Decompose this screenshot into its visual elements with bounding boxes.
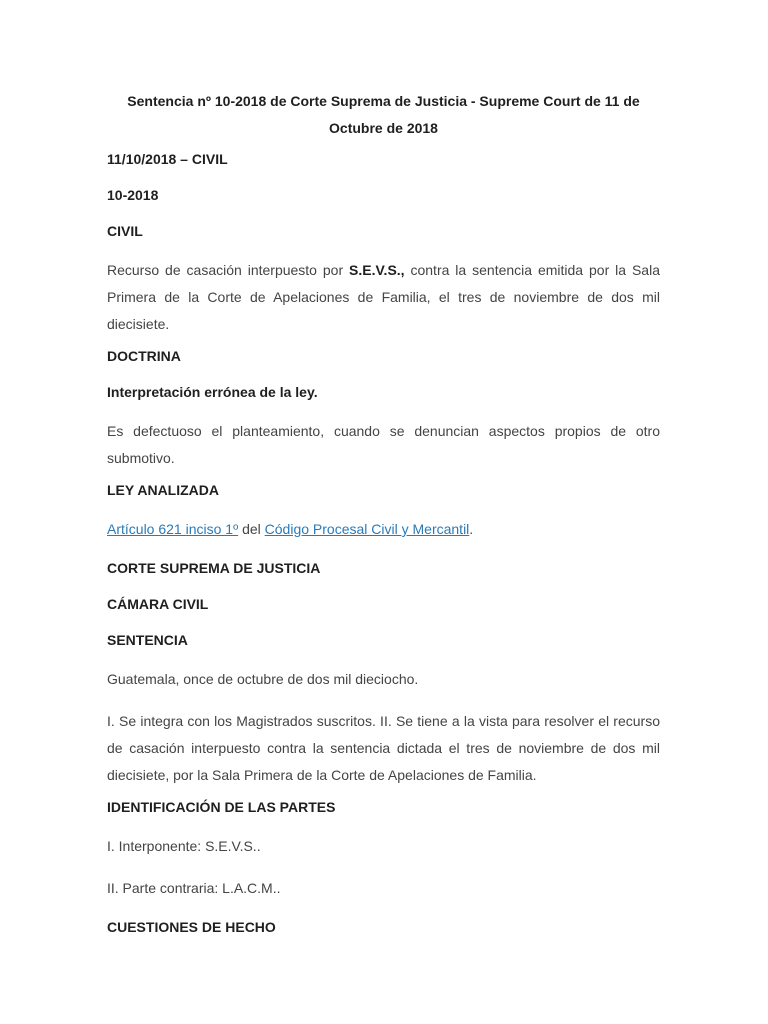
article-link[interactable]: Artículo 621 inciso 1º (107, 521, 239, 537)
recurso-text-after: contra la sentencia emitida por la Sala Primera de la Corte de Apelaciones de Familia, el tres de noviembre de dos mil diecisiete. (107, 262, 660, 332)
court-heading: CORTE SUPREMA DE JUSTICIA (107, 560, 321, 576)
doctrina-subheading: Interpretación errónea de la ley. (107, 384, 318, 400)
document-title: Sentencia nº 10-2018 de Corte Suprema de Justicia - Supreme Court de 11 de Octubre de 2018 (127, 93, 640, 136)
ley-end: . (469, 521, 474, 537)
recurso-text-before: Recurso de casación interpuesto por (107, 262, 350, 278)
integration-paragraph: I. Se integra con los Magistrados suscritos. II. Se tiene a la vista para resolver el recurso de casación interpuesto contra la sentencia dictada el tres de noviembre de dos mil diecisiete, por la Sala Primera de la Corte de Apelaciones de Familia. (107, 713, 660, 783)
ley-paragraph (107, 516, 660, 543)
doctrina-heading: DOCTRINA (107, 348, 181, 364)
ley-connector: del (238, 521, 265, 537)
recurso-paragraph (107, 257, 660, 338)
party-contraria: II. Parte contraria: L.A.C.M.. (107, 880, 281, 896)
party-interponente: I. Interponente: S.E.V.S.. (107, 838, 261, 854)
document-page (107, 88, 660, 953)
code-link[interactable]: Código Procesal Civil y Mercantil (264, 521, 470, 537)
chamber-heading: CÁMARA CIVIL (107, 596, 209, 612)
facts-heading: CUESTIONES DE HECHO (107, 919, 276, 935)
area-heading: CIVIL (107, 223, 143, 239)
parties-heading: IDENTIFICACIÓN DE LAS PARTES (107, 799, 336, 815)
recurso-party: S.E.V.S., (349, 262, 405, 278)
sentencia-heading: SENTENCIA (107, 632, 188, 648)
date-line: 11/10/2018 – CIVIL (107, 151, 228, 167)
place-date-paragraph: Guatemala, once de octubre de dos mil dieciocho. (107, 671, 419, 687)
doctrina-paragraph: Es defectuoso el planteamiento, cuando se denuncian aspectos propios de otro submotivo. (107, 423, 660, 466)
ley-heading: LEY ANALIZADA (107, 482, 219, 498)
case-number: 10-2018 (107, 187, 159, 203)
